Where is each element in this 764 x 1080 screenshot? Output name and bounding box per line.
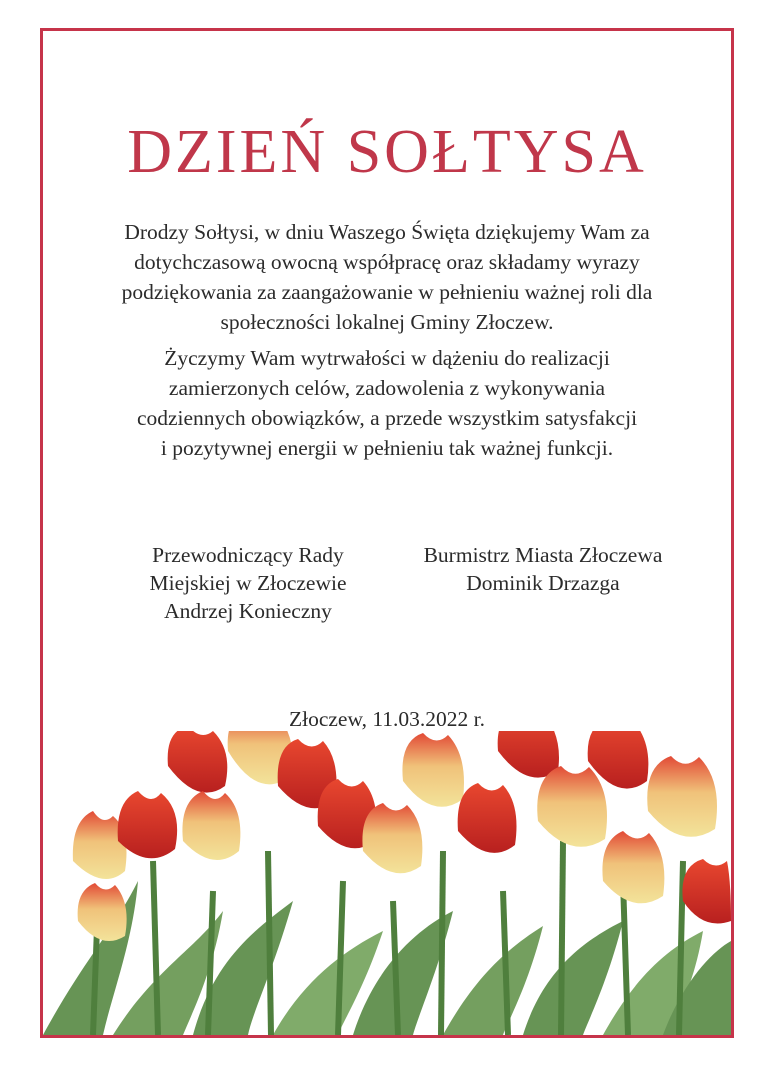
greeting-line: dotychczasową owocną współpracę oraz składamy wyrazy [134, 250, 640, 274]
greeting-line: Drodzy Sołtysi, w dniu Waszego Święta dziękujemy Wam za [124, 220, 650, 244]
signature-line: Przewodniczący Rady [152, 543, 344, 567]
signature-council-chairman [113, 541, 383, 625]
wishes-line: i pozytywnej energii w pełnieniu tak ważnej funkcji. [160, 436, 614, 460]
wishes-paragraph [73, 343, 701, 463]
signature-line: Burmistrz Miasta Złoczewa [423, 543, 663, 567]
greeting-line: podziękowania za zaangażowanie w pełnieniu ważnej roli dla [121, 280, 653, 304]
signature-mayor [398, 541, 688, 597]
wishes-line: zamierzonych celów, zadowolenia z wykonywania [168, 376, 606, 400]
signature-line: Miejskiej w Złoczewie [149, 571, 347, 595]
greeting-paragraph [73, 217, 701, 337]
wishes-line: codziennych obowiązków, a przede wszystkim satysfakcji [136, 406, 638, 430]
wishes-line: Życzymy Wam wytrwałości w dążeniu do realizacji [164, 346, 610, 370]
signature-line: Andrzej Konieczny [164, 599, 332, 623]
signature-line: Dominik Drzazga [466, 571, 620, 595]
tulips-illustration [43, 731, 731, 1035]
greeting-line: społeczności lokalnej Gminy Złoczew. [220, 310, 554, 334]
document-frame [40, 28, 734, 1038]
document-date: Złoczew, 11.03.2022 r. [288, 707, 486, 731]
page-title: DZIEŃ SOŁTYSA [127, 118, 647, 186]
